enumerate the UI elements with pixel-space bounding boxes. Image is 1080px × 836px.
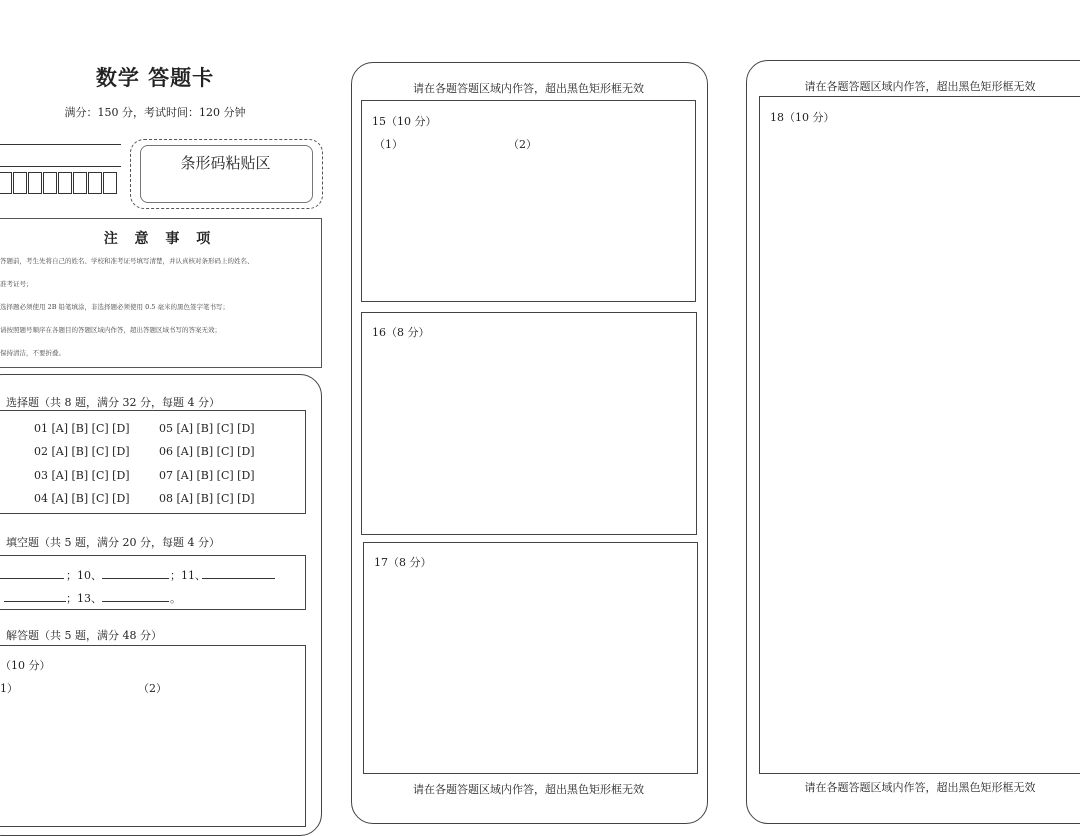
- choice-option[interactable]: 06 [A] [B] [C] [D]: [159, 445, 255, 458]
- choice-option[interactable]: 02 [A] [B] [C] [D]: [34, 445, 130, 458]
- notice-line: 答题前，考生先将自己的姓名、学校和准考证号填写清楚，并认真核对条形码上的姓名、: [0, 257, 254, 265]
- blank-line[interactable]: [4, 601, 66, 602]
- q14-part1: 1）: [0, 682, 18, 695]
- q16-label: 16（8 分）: [372, 326, 430, 339]
- fill-number: ；11、: [170, 569, 206, 582]
- choice-option[interactable]: 05 [A] [B] [C] [D]: [159, 422, 255, 435]
- q17-label: 17（8 分）: [374, 556, 432, 569]
- digit-box[interactable]: [103, 172, 117, 194]
- digit-box[interactable]: [28, 172, 42, 194]
- instruction-bottom: 请在各题答题区域内作答，超出黑色矩形框无效: [413, 783, 644, 796]
- fill-end: 。: [170, 592, 181, 605]
- q18-answer-box[interactable]: [759, 96, 1080, 774]
- page-title: 数学 答题卡: [95, 66, 215, 90]
- notice-line: 请按照题号顺序在各题目的答题区域内作答，超出答题区域书写的答案无效；: [0, 326, 221, 334]
- digit-box[interactable]: [88, 172, 102, 194]
- instruction-top: 请在各题答题区域内作答，超出黑色矩形框无效: [413, 82, 644, 95]
- notice-line: 选择题必须使用 2B 铅笔填涂，非选择题必须使用 0.5 毫米的黑色签字笔书写；: [0, 303, 230, 311]
- fill-heading: 填空题（共 5 题，满分 20 分，每题 4 分）: [6, 536, 220, 549]
- digit-box[interactable]: [13, 172, 27, 194]
- q15-answer-box[interactable]: [361, 100, 696, 302]
- digit-box[interactable]: [58, 172, 72, 194]
- choice-heading: 选择题（共 8 题，满分 32 分，每题 4 分）: [6, 396, 220, 409]
- choice-option[interactable]: 01 [A] [B] [C] [D]: [34, 422, 130, 435]
- blank-line[interactable]: [202, 578, 275, 579]
- digit-box[interactable]: [0, 172, 12, 194]
- notice-line: 保持清洁，不要折叠。: [0, 349, 65, 357]
- q14-part2: （2）: [138, 682, 167, 695]
- blank-line[interactable]: [102, 578, 169, 579]
- choice-option[interactable]: 08 [A] [B] [C] [D]: [159, 492, 255, 505]
- instruction-top: 请在各题答题区域内作答，超出黑色矩形框无效: [804, 80, 1036, 93]
- choice-option[interactable]: 03 [A] [B] [C] [D]: [34, 469, 130, 482]
- instruction-bottom: 请在各题答题区域内作答，超出黑色矩形框无效: [804, 781, 1036, 794]
- q14-label: （10 分）: [0, 659, 51, 672]
- q18-label: 18（10 分）: [770, 111, 835, 124]
- digit-box[interactable]: [73, 172, 87, 194]
- name-line: [0, 144, 121, 145]
- notice-title: 注 意 事 项: [103, 231, 217, 247]
- q15-label: 15（10 分）: [372, 115, 437, 128]
- q15-part1: （1）: [374, 138, 403, 151]
- exam-number-boxes[interactable]: [0, 172, 117, 194]
- choice-option[interactable]: 04 [A] [B] [C] [D]: [34, 492, 130, 505]
- digit-box[interactable]: [43, 172, 57, 194]
- q15-part2: （2）: [508, 138, 537, 151]
- answer-heading: 解答题（共 5 题，满分 48 分）: [6, 629, 162, 642]
- fill-number: ；13、: [66, 592, 102, 605]
- barcode-label: 条形码粘贴区: [180, 154, 271, 172]
- id-line: [0, 166, 121, 167]
- choice-option[interactable]: 07 [A] [B] [C] [D]: [159, 469, 255, 482]
- blank-line[interactable]: [102, 601, 169, 602]
- notice-line: 准考证号；: [0, 280, 33, 288]
- fill-number: ；10、: [66, 569, 102, 582]
- blank-line[interactable]: [0, 578, 64, 579]
- q17-answer-box[interactable]: [363, 542, 698, 774]
- q16-answer-box[interactable]: [361, 312, 697, 535]
- exam-info: 满分：150 分，考试时间：120 分钟: [64, 106, 246, 119]
